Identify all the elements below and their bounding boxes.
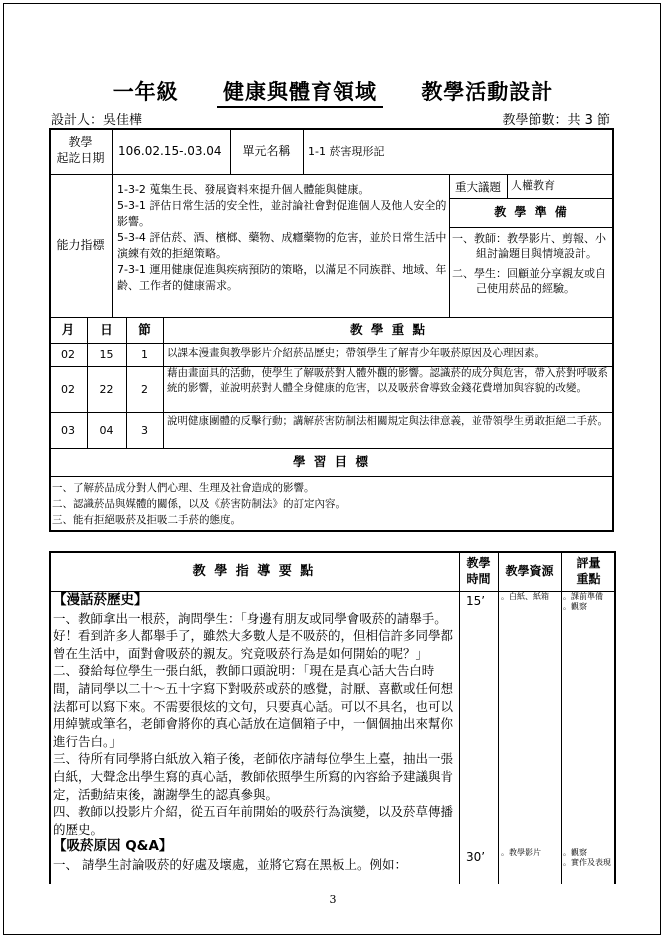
title-suffix: 教學活動設計 — [421, 80, 554, 104]
col-divider — [449, 174, 450, 317]
goals-header: 學 習 目 標 — [292, 454, 371, 469]
row3-period: 3 — [141, 424, 148, 437]
row2-period: 2 — [141, 383, 148, 396]
time-slot-2: 30’ — [466, 850, 486, 864]
resource-2: 。教學影片 — [501, 848, 541, 857]
guide-content — [53, 592, 455, 874]
col-divider — [507, 174, 508, 198]
row-divider — [49, 174, 614, 175]
row2-month: 02 — [61, 383, 75, 396]
section-title-reasons: 【吸菸原因 Q&A】 — [53, 838, 173, 855]
time-slot-1: 15’ — [466, 594, 486, 608]
guide-header-resource: 教學資源 — [505, 564, 554, 578]
row-divider — [49, 476, 614, 477]
section-title-history: 【漫話菸歷史】 — [53, 592, 148, 608]
prep-list — [452, 231, 612, 296]
designer: 設計人：吳佳樺 — [51, 113, 143, 128]
goals-list — [52, 480, 612, 528]
col-header-period: 節 — [138, 322, 151, 337]
row3-focus: 說明健康團體的反擊行動；講解菸害防制法相關規定與法律意義，並帶領學生勇敢拒絕二手菸。 — [167, 415, 608, 427]
row-divider — [49, 448, 614, 449]
row-divider — [49, 412, 614, 413]
guide-header-eval: 評量 重點 — [576, 556, 601, 586]
row-divider — [449, 198, 614, 199]
col-divider — [459, 551, 460, 884]
ability-label: 能力指標 — [56, 238, 105, 252]
guide-header-main: 教 學 指 導 要 點 — [192, 564, 316, 579]
guide-header-time: 教學 時間 — [466, 556, 491, 586]
row-divider — [49, 343, 614, 344]
page-title — [0, 76, 666, 108]
prep-item-teacher: 一、教師：教學影片、剪報、小組討論題目與情境設計。 — [452, 232, 606, 260]
row2-focus: 藉由畫面具的活動，使學生了解吸菸對人體外觀的影響。認識菸的成分與危害，帶入菸對呼吸系統的影響，並說明菸對人體全身健康的危害，以及吸菸會導致金錢花費增加與容貌的改變。 — [167, 367, 608, 394]
goal-item: 二、認識菸品與媒體的關係，以及《菸害防制法》的訂定內容。 — [52, 498, 346, 510]
row2-day: 22 — [99, 383, 114, 396]
ability-text: 1-3-2 蒐集生長、發展資料來提升個人體能與健康。 5-3-1 評估日常生活的安全性，並討論社會對促進個人及他人安全的影響。 5-3-4 評估菸、酒、檳榔、藥物、成癮藥物的危害，並於日常生活中演練有效的拒絕策略。 7-3-1 運用健康促進與疾病預防的策略，以滿足不同族群、地域、年齡、工作者的健康需求。 — [117, 183, 447, 292]
guide-paragraph: 三、待所有同學將白紙放入箱子後，老師依序請每位學生上臺，抽出一張白紙，大聲念出學生寫的真心話，教師依照學生所寫的內容給予建議與肯定，活動結束後，謝謝學生的認真參與。 — [53, 751, 454, 802]
prep-header: 教 學 準 備 — [494, 205, 569, 219]
major-issue-label: 重大議題 — [455, 180, 501, 194]
row1-period: 1 — [141, 348, 148, 361]
row3-day: 04 — [99, 424, 114, 437]
eval-1: 。課前準備 。觀察 — [563, 592, 603, 611]
guide-paragraph: 四、教師以投影片介紹，從五百年前開始的吸菸行為演變，以及菸草傳播的歷史。 — [53, 804, 454, 837]
goal-item: 一、了解菸品成分對人們心理、生理及社會造成的影響。 — [52, 482, 315, 494]
guide-paragraph: 一、 請學生討論吸菸的好處及壞處，並將它寫在黑板上。例如： — [53, 856, 407, 872]
row1-month: 02 — [61, 348, 75, 361]
row3-month: 03 — [61, 424, 75, 437]
major-issue-value: 人權教育 — [511, 179, 555, 192]
row1-day: 15 — [99, 348, 114, 361]
col-header-focus: 教 學 重 點 — [349, 322, 428, 337]
unit-value: 1-1 菸害現形記 — [308, 145, 385, 158]
title-grade: 一年級 — [112, 80, 179, 104]
title-domain: 健康與體育領域 — [217, 76, 383, 108]
col-header-month: 月 — [61, 322, 75, 337]
start-date-label: 教學 起訖日期 — [56, 135, 105, 165]
row-divider — [49, 317, 614, 318]
col-divider — [561, 551, 562, 884]
prep-item-student: 二、學生：回顧並分享親友或自己使用菸品的經驗。 — [452, 267, 606, 295]
page-number: 3 — [329, 893, 337, 906]
row-divider — [449, 227, 614, 228]
guide-paragraph: 一、教師拿出一根菸，詢問學生：「身邊有朋友或同學會吸菸的請舉手。好！看到許多人都舉手了，雖然大多數人是不吸菸的，但相信許多同學都曾在生活中，面對會吸菸的親友。究竟吸菸行為是如何開始的呢？」 — [53, 610, 454, 661]
col-divider — [498, 551, 499, 884]
goal-item: 三、能有拒絕吸菸及拒吸二手菸的態度。 — [52, 514, 241, 526]
col-divider — [112, 128, 113, 317]
unit-label: 單元名稱 — [242, 144, 291, 158]
row1-focus: 以課本漫畫與教學影片介紹菸品歷史；帶領學生了解青少年吸菸原因及心理因素。 — [167, 347, 545, 359]
start-date-value: 106.02.15-.03.04 — [118, 144, 222, 158]
col-divider — [303, 128, 304, 174]
eval-2: 。觀察 。實作及表現 — [563, 848, 611, 867]
period-count: 教學節數：共 3 節 — [502, 113, 610, 128]
resource-1: 。白紙、紙箱 — [501, 592, 549, 601]
guide-paragraph: 二、發給每位學生一張白紙，教師口頭說明：「現在是真心話大告白時間，請同學以二十～五十字寫下對吸菸或菸的感覺，討厭、喜歡或任何想法都可以寫下來。不需要很炫的文句，只要真心話。可以不具名，也可以用綽號或筆名，老師會將你的真心話放在這個箱子中，一個個抽出來幫你進行告白。」 — [53, 663, 454, 749]
col-header-day: 日 — [100, 322, 113, 337]
